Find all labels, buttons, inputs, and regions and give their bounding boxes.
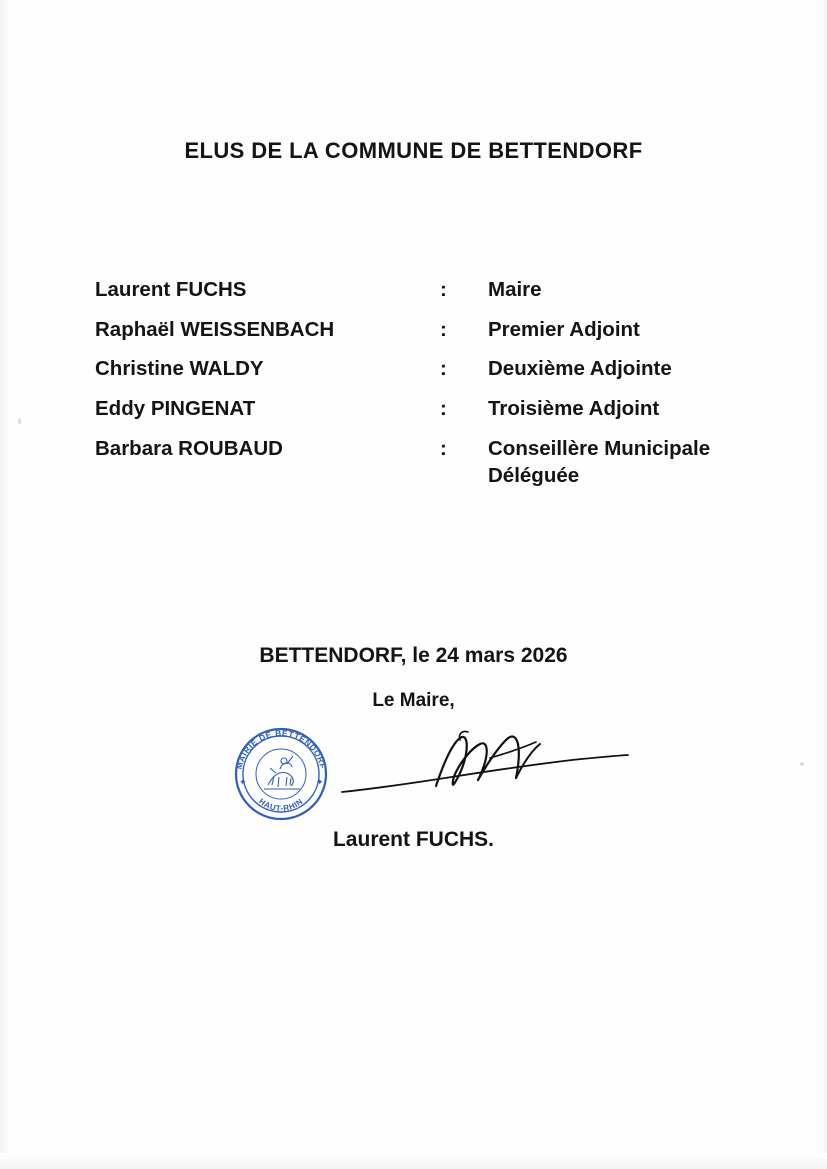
elected-role: Conseillère Municipale Déléguée <box>488 436 711 488</box>
separator-colon: : <box>440 278 447 301</box>
list-item <box>95 395 775 423</box>
scan-edge-bottom <box>0 1153 827 1169</box>
list-item <box>95 316 775 344</box>
elected-name: Raphaël WEISSENBACH <box>95 317 335 341</box>
elected-name: Laurent FUCHS <box>95 278 247 301</box>
scan-edge-right <box>813 0 827 1169</box>
list-item <box>95 435 775 490</box>
elected-role: Maire <box>488 278 542 301</box>
svg-text:✦: ✦ <box>316 777 324 787</box>
separator-colon: : <box>440 397 447 421</box>
place-and-date: BETTENDORF, le 24 mars 2026 <box>259 644 568 667</box>
elected-officials-list <box>95 276 775 502</box>
svg-text:✦: ✦ <box>239 777 247 787</box>
official-stamp <box>228 723 334 825</box>
separator-colon: : <box>440 317 447 341</box>
signer-role: Le Maire, <box>372 690 455 711</box>
page-title: ELUS DE LA COMMUNE DE BETTENDORF <box>184 138 643 163</box>
elected-role: Premier Adjoint <box>488 317 640 341</box>
elected-name: Christine WALDY <box>95 357 264 381</box>
separator-colon: : <box>440 357 447 381</box>
signer-name: Laurent FUCHS. <box>332 828 494 851</box>
scan-edge-left <box>0 0 10 1169</box>
list-item <box>95 276 775 304</box>
elected-role: Deuxième Adjointe <box>488 357 672 381</box>
list-item <box>95 355 775 383</box>
elected-name: Eddy PINGENAT <box>95 397 256 421</box>
elected-name: Barbara ROUBAUD <box>95 436 283 460</box>
svg-text:MAIRIE DE BETTENDORF: MAIRIE DE BETTENDORF <box>234 728 328 771</box>
scan-speck <box>800 762 804 766</box>
svg-text:HAUT-RHIN: HAUT-RHIN <box>257 796 305 814</box>
handwritten-signature <box>340 718 640 818</box>
scan-speck <box>18 418 21 424</box>
separator-colon: : <box>440 436 447 460</box>
elected-role: Troisième Adjoint <box>488 397 660 421</box>
